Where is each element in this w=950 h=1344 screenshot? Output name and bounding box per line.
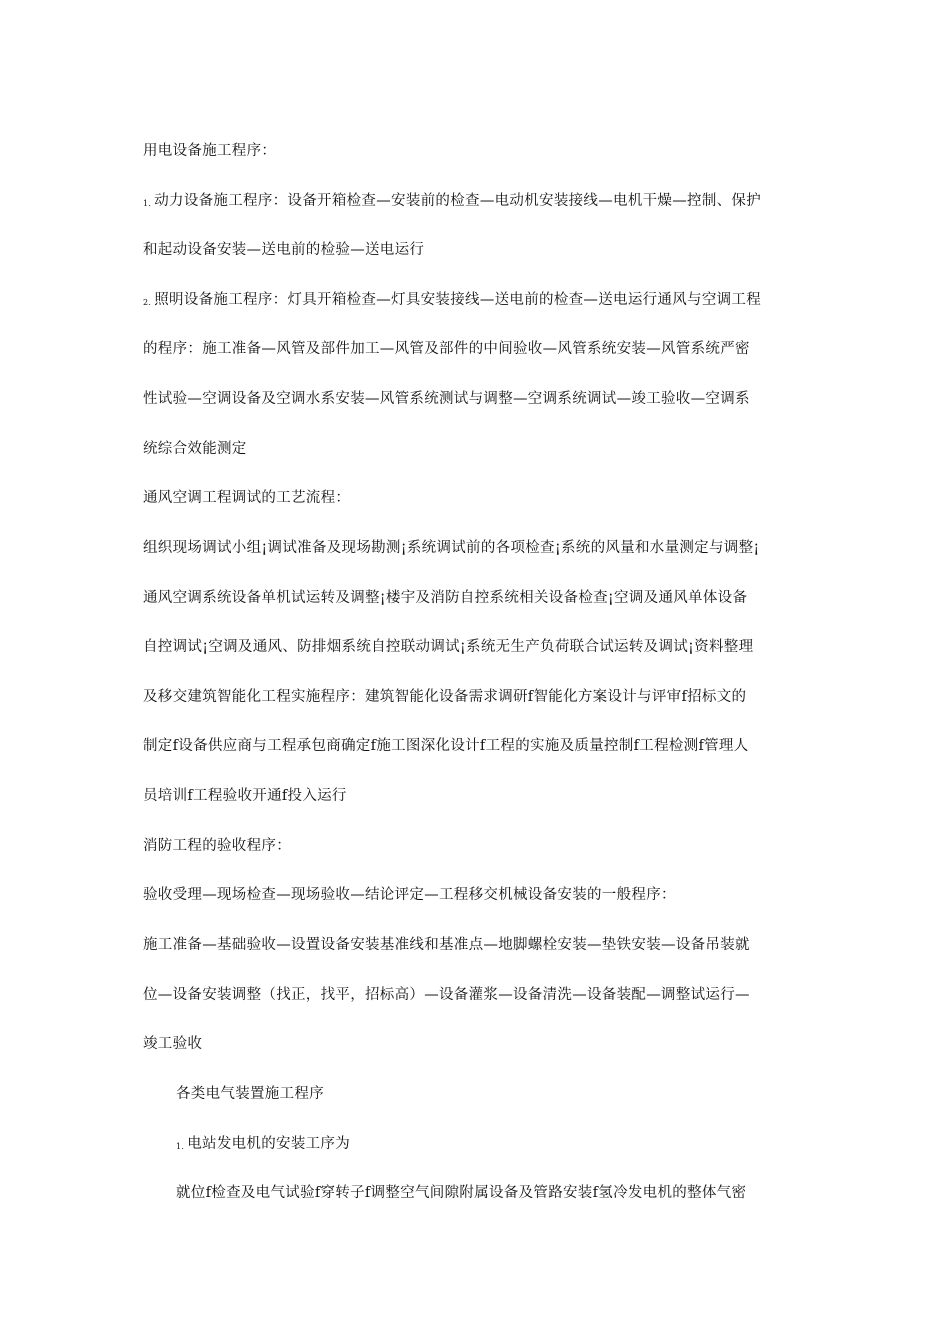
paragraph-line: 员培训f工程验收开通f投入运行 (143, 788, 347, 804)
heading-hvac-commissioning: 通风空调工程调试的工艺流程： (143, 490, 351, 506)
paragraph-line: 自控调试¡空调及通风、防排烟系统自控联动调试¡系统无生产负荷联合试运转及调试¡资料整理 (143, 639, 754, 655)
paragraph-line: 竣工验收 (143, 1036, 203, 1052)
paragraph-line: 性试验—空调设备及空调水系安装—风管系统测试与调整—空调系统调试—竣工验收—空调系 (143, 391, 750, 407)
paragraph-line: 及移交建筑智能化工程实施程序：建筑智能化设备需求调研f智能化方案设计与评审f招标文的 (143, 689, 747, 705)
heading-electrical-devices: 各类电气装置施工程序 (176, 1086, 324, 1102)
paragraph-line: 就位f检查及电气试验f穿转子f调整空气间隙附属设备及管路安装f氢冷发电机的整体气密 (176, 1185, 747, 1201)
paragraph-line: 1. 动力设备施工程序：设备开箱检查—安装前的检查—电动机安装接线—电机干燥—控制、保护 (143, 193, 762, 209)
paragraph-line: 统综合效能测定 (143, 441, 247, 457)
paragraph-line: 组织现场调试小组¡调试准备及现场勘测¡系统调试前的各项检查¡系统的风量和水量测定与调整¡ (143, 540, 760, 556)
paragraph-line: 通风空调系统设备单机试运转及调整¡楼宇及消防自控系统相关设备检查¡空调及通风单体设备 (143, 590, 748, 606)
paragraph-line: 1. 电站发电机的安装工序为 (176, 1136, 351, 1152)
paragraph-line: 位—设备安装调整（找正，找平，招标高）—设备灌浆—设备清洗—设备装配—调整试运行— (143, 987, 750, 1003)
paragraph-line: 的程序：施工准备—风管及部件加工—风管及部件的中间验收—风管系统安装—风管系统严密 (143, 341, 750, 357)
heading-electrical-equipment: 用电设备施工程序： (143, 143, 277, 159)
paragraph-line: 和起动设备安装—送电前的检验—送电运行 (143, 242, 425, 258)
paragraph-line: 2. 照明设备施工程序：灯具开箱检查—灯具安装接线—送电前的检查—送电运行通风与空调工程 (143, 292, 762, 308)
paragraph-line: 施工准备—基础验收—设置设备安装基准线和基准点—地脚螺栓安装—垫铁安装—设备吊装就 (143, 937, 750, 953)
paragraph-line: 制定f设备供应商与工程承包商确定f施工图深化设计f工程的实施及质量控制f工程检测f管理人 (143, 738, 749, 754)
heading-fire-acceptance: 消防工程的验收程序： (143, 838, 291, 854)
paragraph-line: 验收受理—现场检查—现场验收—结论评定—工程移交机械设备安装的一般程序： (143, 887, 676, 903)
